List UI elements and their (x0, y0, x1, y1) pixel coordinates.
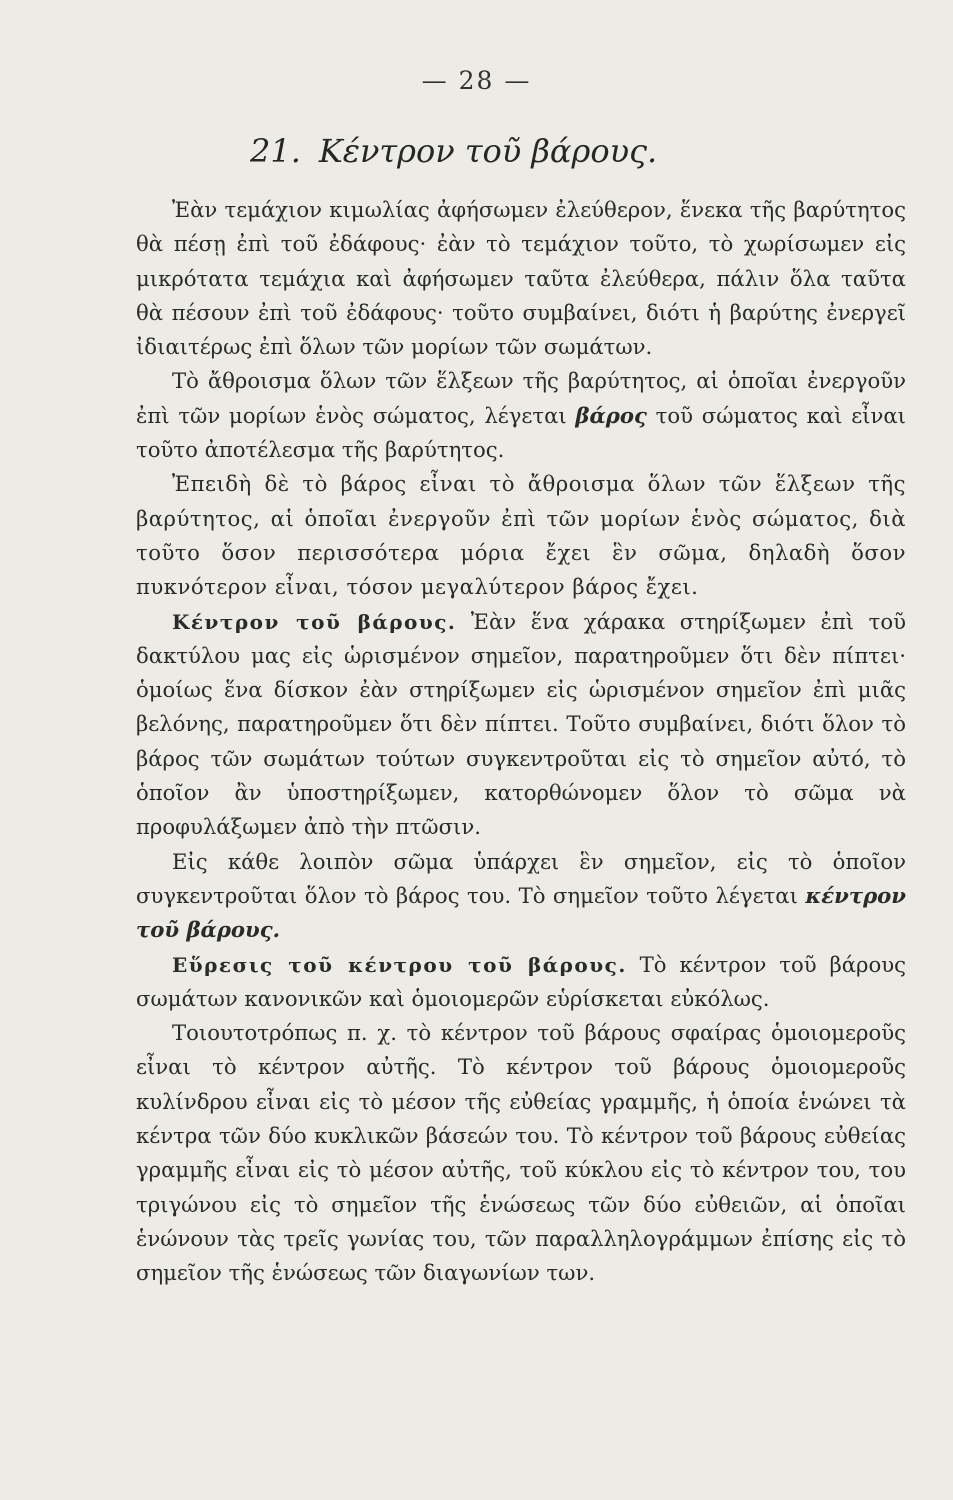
paragraph-2-after: τοῦ σώματος καὶ εἶναι τοῦτο ἀποτέλεσμα τῆς βαρύτητος. (136, 402, 906, 463)
paragraph-5 (136, 845, 906, 948)
paragraph-4 (136, 605, 906, 845)
page-number: — 28 — (421, 66, 532, 95)
body-text (136, 193, 906, 1291)
paragraph-2 (136, 364, 906, 467)
paragraph-4-text: Ἐὰν ἕνα χάρακα στηρίξωμεν ἐπὶ τοῦ δακτύλου μας εἰς ὡρισμένον σημεῖον, παρατηροῦμεν ὅτι δὲν πίπτει· ὁμοίως ἕνα δίσκον ἐὰν στηρίξωμεν εἰς ὡρισμένον σημεῖον ἐπὶ μιᾶς βελόνης, παρατηροῦμεν ὅτι δὲν πίπτει. Τοῦτο συμβαίνει, διότι ὅλον τὸ βάρος τῶν σωμάτων τούτων συγκεντροῦται εἰς τὸ σημεῖον αὐτό, τὸ ὁποῖον ἂν ὑποστηρίξωμεν, κατορθώνομεν ὅλον τὸ σῶμα νὰ προφυλάξωμεν ἀπὸ τὴν πτῶσιν. (136, 608, 906, 840)
section-number: 21. (250, 132, 301, 170)
paragraph-3: Ἐπειδὴ δὲ τὸ βάρος εἶναι τὸ ἄθροισμα ὅλων τῶν ἕλξεων τῆς βαρύτητος, αἱ ὁποῖαι ἐνεργοῦν ἐπὶ τῶν μορίων ἑνὸς σώματος, διὰ τοῦτο ὅσον περισσότερα μόρια ἔχει ἓν σῶμα, δηλαδὴ ὅσον πυκνότερον εἶναι, τόσον μεγαλύτερον βάρος ἔχει. (136, 471, 906, 600)
paragraph-6 (136, 948, 906, 1017)
term-weight: βάρος (575, 402, 647, 428)
paragraph-1: Ἐὰν τεμάχιον κιμωλίας ἀφήσωμεν ἐλεύθερον, ἕνεκα τῆς βαρύτητος θὰ πέσῃ ἐπὶ τοῦ ἐδάφους· ἐὰν τὸ τεμάχιον τοῦτο, τὸ χωρίσωμεν εἰς μικρότατα τεμάχια καὶ ἀφήσωμεν ταῦτα ἐλεύθερα, πάλιν ὅλα ταῦτα θὰ πέσουν ἐπὶ τοῦ ἐδάφους· τοῦτο συμβαίνει, διότι ἡ βαρύτης ἐνεργεῖ ἰδιαιτέρως ἐπὶ ὅλων τῶν μορίων τῶν σωμάτων. (136, 197, 906, 360)
section-title: Κέντρον τοῦ βάρους. (318, 132, 658, 170)
section-heading (250, 132, 657, 170)
subheading-finding-center: Εὕρεσις τοῦ κέντρου τοῦ βάρους. (172, 952, 627, 977)
paragraph-6-text: Τὸ κέντρον τοῦ βάρους σωμάτων κανονικῶν καὶ ὁμοιομερῶν εὑρίσκεται εὐκόλως. (136, 951, 906, 1011)
paragraph-7: Τοιουτοτρόπως π. χ. τὸ κέντρον τοῦ βάρους σφαίρας ὁμοιομεροῦς εἶναι τὸ κέντρον αὐτῆς. Τὸ κέντρον τοῦ βάρους ὁμοιομεροῦς κυλίνδρου εἶναι εἰς τὸ μέσον τῆς εὐθείας γραμμῆς, ἡ ὁποία ἑνώνει τὰ κέντρα τῶν δύο κυκλικῶν βάσεών του. Τὸ κέντρον τοῦ βάρους εὐθείας γραμμῆς εἶναι εἰς τὸ μέσον αὐτῆς, τοῦ κύκλου εἰς τὸ κέντρον του, του τριγώνου εἰς τὸ σημεῖον τῆς ἑνώσεως τῶν δύο εὐθειῶν, αἱ ὁποῖαι ἑνώνουν τὰς τρεῖς γωνίας του, τῶν παραλληλογράμμων ἐπίσης εἰς τὸ σημεῖον τῆς ἑνώσεως τῶν διαγωνίων των. (136, 1020, 906, 1286)
subheading-center-of-gravity: Κέντρον τοῦ βάρους. (172, 609, 457, 634)
paragraph-2-before: Τὸ ἄθροισμα ὅλων τῶν ἕλξεων τῆς βαρύτητος, αἱ ὁποῖαι ἐνεργοῦν ἐπὶ τῶν μορίων ἑνὸς σώματος, λέγεται (136, 368, 906, 428)
term-center-of-gravity: κέντρον τοῦ βάρους. (136, 882, 906, 943)
paragraph-5-before: Εἰς κάθε λοιπὸν σῶμα ὑπάρχει ἓν σημεῖον, εἰς τὸ ὁποῖον συγκεντροῦται ὅλον τὸ βάρος του. Τὸ σημεῖον τοῦτο λέγεται (136, 848, 906, 908)
